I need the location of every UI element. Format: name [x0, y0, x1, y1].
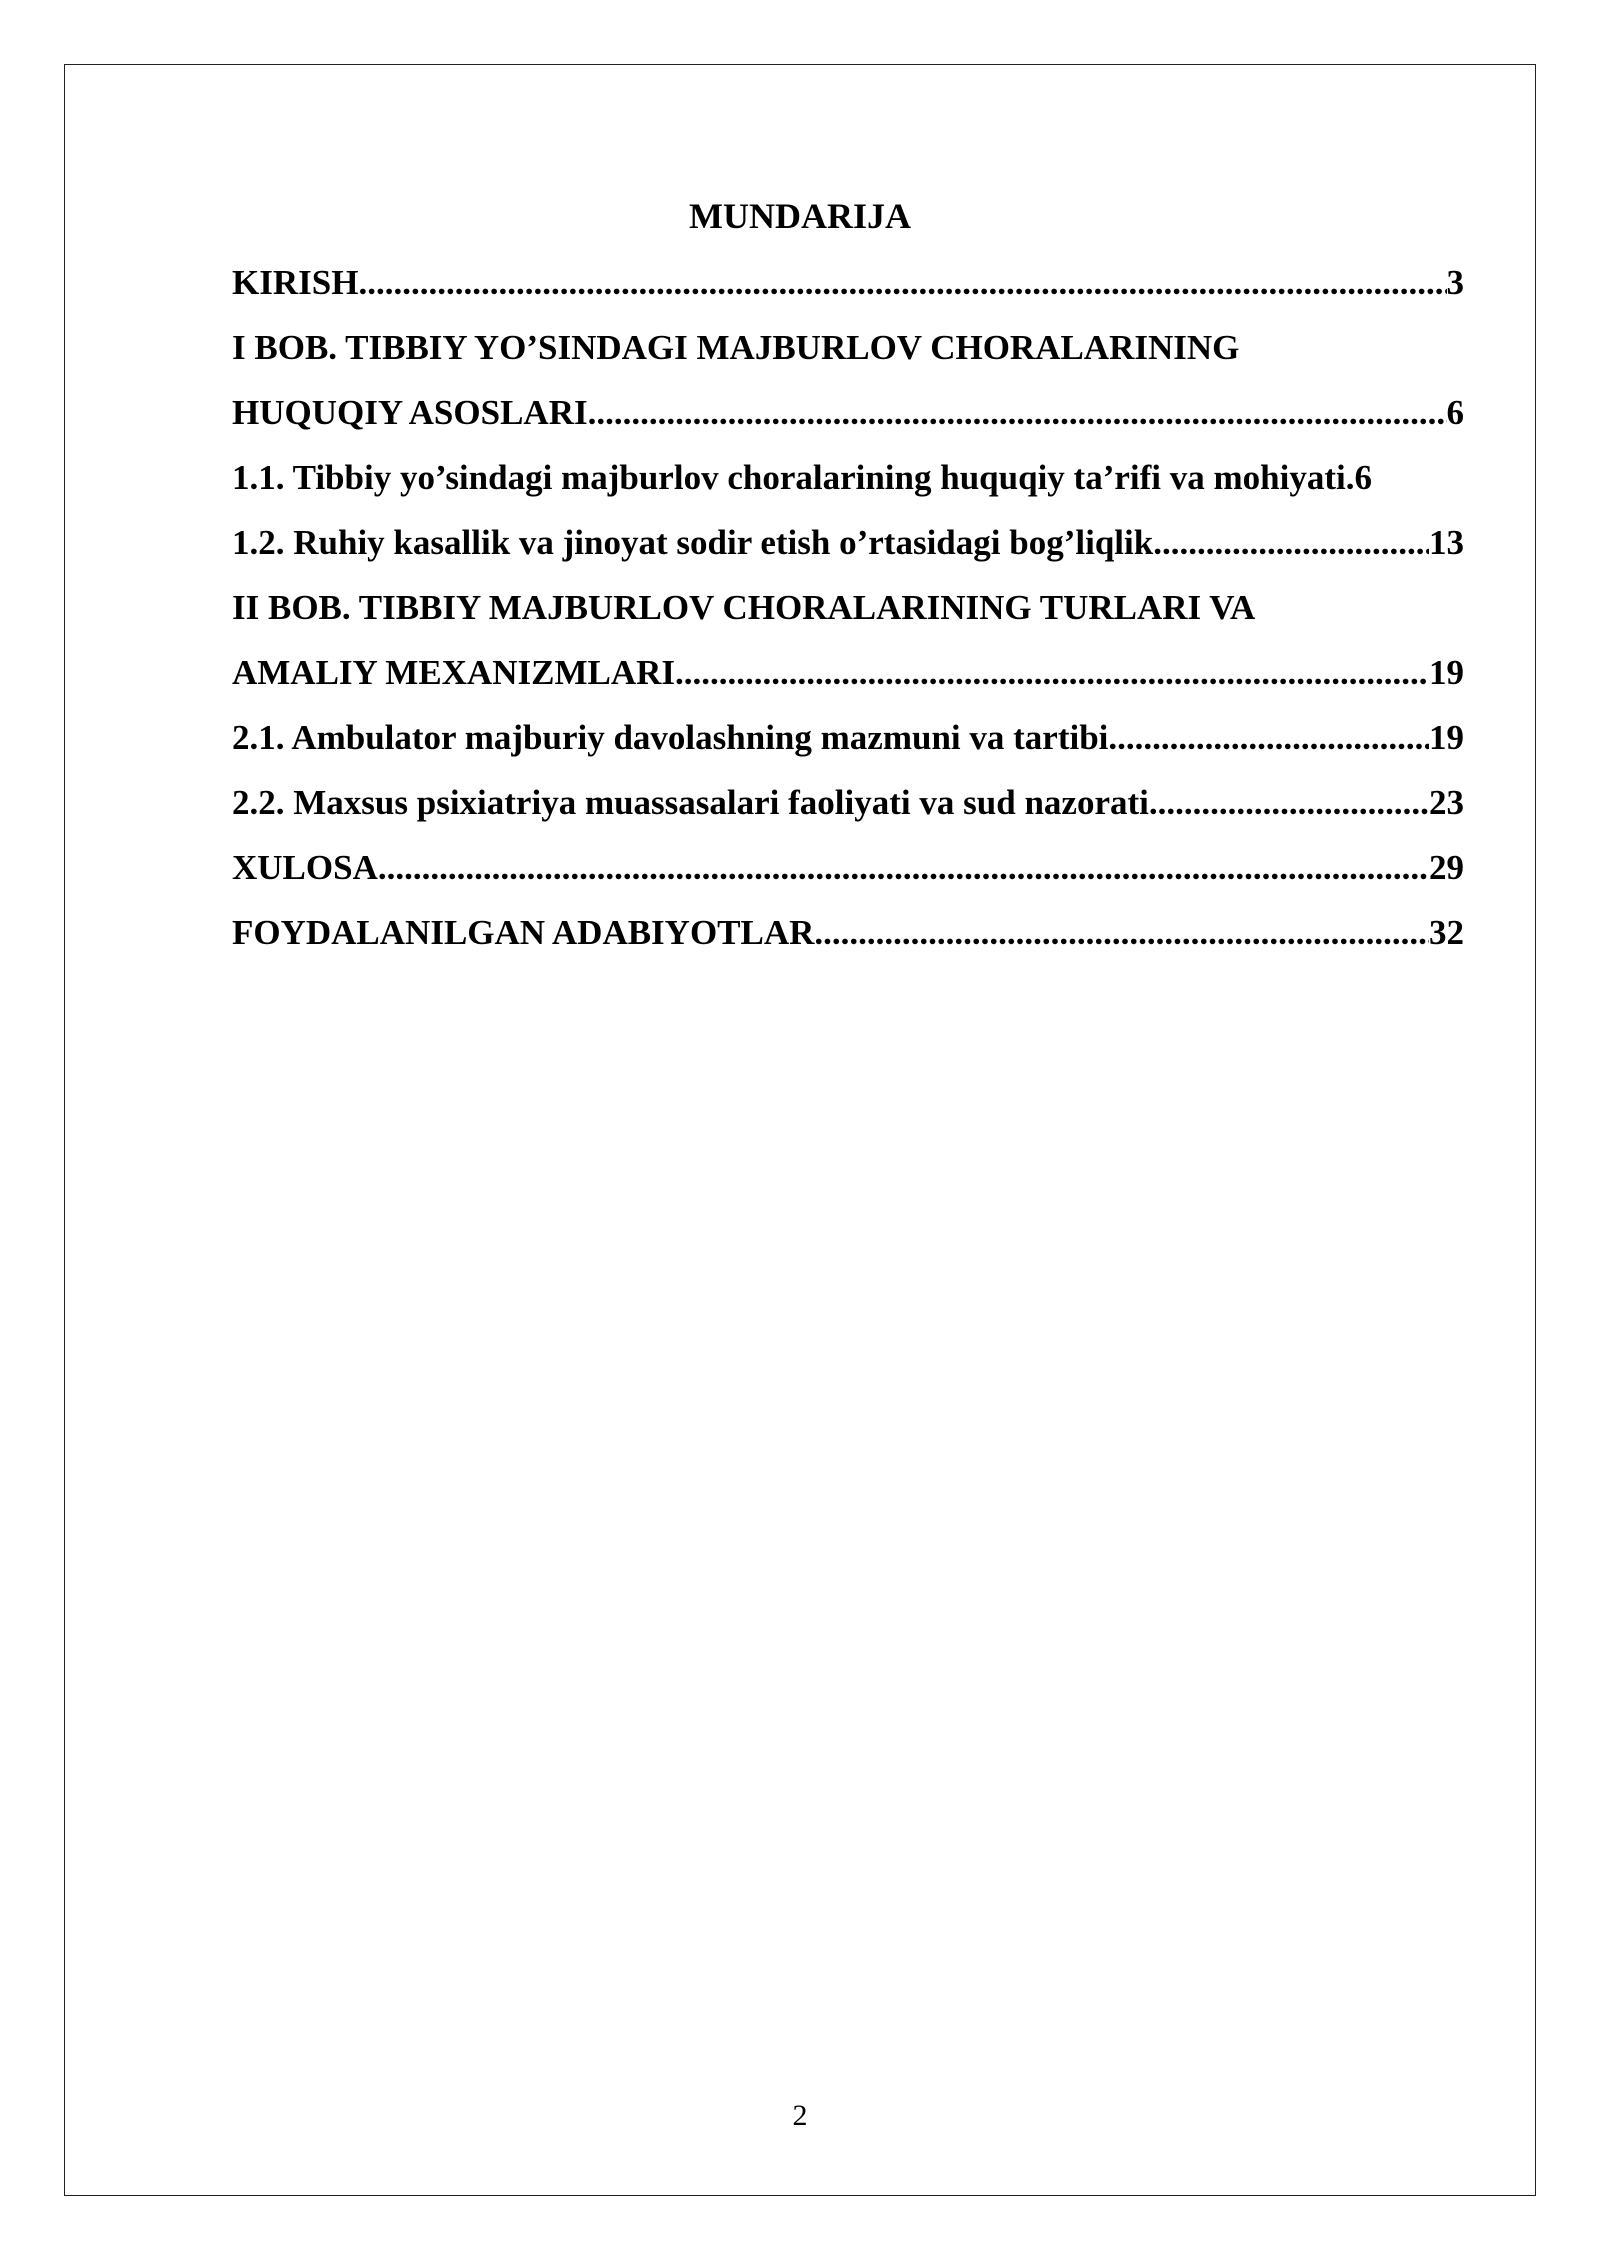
toc-entry-label: 1.1. Tibbiy yo’sindagi majburlov choralarining huquqiy ta’rifi va mohiyati.	[232, 458, 1355, 497]
toc-title: MUNDARIJA	[689, 196, 911, 236]
page-number: 2	[792, 2099, 808, 2132]
toc-entry-label: FOYDALANILGAN ADABIYOTLAR	[232, 913, 815, 952]
toc-dot-leader	[675, 640, 1429, 705]
toc-entry-page: 32	[1429, 913, 1464, 952]
toc-entry-page: 23	[1429, 783, 1464, 822]
toc-dot-leader	[814, 900, 1429, 965]
toc-entry-section-1-2[interactable]	[232, 510, 1464, 575]
toc-dot-leader	[358, 250, 1446, 315]
toc-entry-kirish[interactable]	[232, 250, 1464, 315]
toc-dot-leader	[378, 835, 1429, 900]
toc-entry-label: 1.2. Ruhiy kasallik va jinoyat sodir etish o’rtasidagi bog’liqlik	[232, 523, 1154, 562]
toc-entry-page: 29	[1429, 848, 1464, 887]
toc-entry-chapter-1[interactable]	[232, 380, 1464, 445]
toc-entry-page: 3	[1446, 263, 1464, 302]
toc-entry-label: 2.1. Ambulator majburiy davolashning mazmuni va tartibi	[232, 718, 1109, 757]
toc-entry-page: 19	[1429, 718, 1464, 757]
toc-dot-leader	[1108, 705, 1429, 770]
toc-entry-section-2-1[interactable]	[232, 705, 1464, 770]
toc-entry-label: I BOB. TIBBIY YO’SINDAGI MAJBURLOV CHORALARINING	[232, 328, 1240, 367]
toc-entry-adabiyotlar[interactable]	[232, 900, 1464, 965]
toc-entry-label: II BOB. TIBBIY MAJBURLOV CHORALARINING TURLARI VA	[232, 588, 1256, 627]
toc-dot-leader	[588, 380, 1447, 445]
toc-entry-label: HUQUQIY ASOSLARI	[232, 393, 588, 432]
toc-entry-chapter-1-heading[interactable]	[232, 315, 1464, 380]
toc-dot-leader	[1153, 510, 1429, 575]
toc-entry-chapter-2[interactable]	[232, 640, 1464, 705]
toc-entry-page: 13	[1429, 523, 1464, 562]
toc-entry-label: XULOSA	[232, 848, 378, 887]
toc-entry-label: KIRISH	[232, 263, 359, 302]
toc-entry-chapter-2-heading[interactable]	[232, 575, 1464, 640]
toc-entry-label: 2.2. Maxsus psixiatriya muassasalari faoliyati va sud nazorati	[232, 783, 1149, 822]
table-of-contents	[232, 250, 1464, 965]
toc-dot-leader	[1149, 770, 1429, 835]
toc-entry-xulosa[interactable]	[232, 835, 1464, 900]
toc-entry-section-1-1[interactable]	[232, 445, 1464, 510]
toc-entry-page: 19	[1429, 653, 1464, 692]
toc-entry-page: 6	[1446, 393, 1464, 432]
toc-entry-label: AMALIY MEXANIZMLARI	[232, 653, 676, 692]
toc-entry-section-2-2[interactable]	[232, 770, 1464, 835]
toc-entry-page: 6	[1354, 458, 1372, 497]
